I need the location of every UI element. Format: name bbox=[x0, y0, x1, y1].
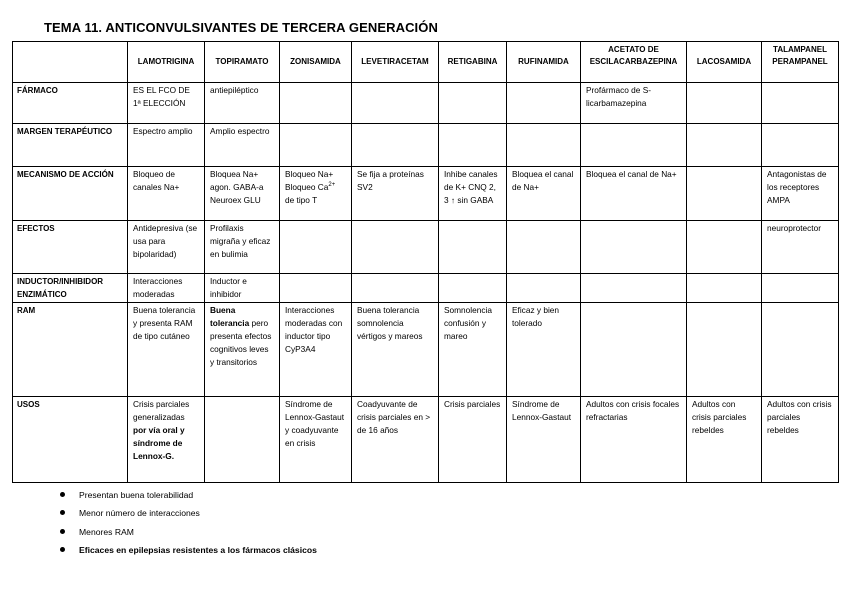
table-cell bbox=[128, 397, 205, 483]
table-cell bbox=[507, 274, 581, 303]
row-label: MARGEN TERAPÉUTICO bbox=[13, 124, 128, 167]
column-header: ACETATO DE ESCILACARBAZEPINA bbox=[581, 42, 687, 83]
row-label: MECANISMO DE ACCIÓN bbox=[13, 167, 128, 221]
comparison-table bbox=[12, 41, 839, 483]
bullet-icon bbox=[60, 529, 65, 534]
table-cell: Profármaco de S-licarbamazepina bbox=[581, 83, 687, 124]
bullet-icon bbox=[60, 492, 65, 497]
table-cell bbox=[205, 303, 280, 397]
table-row-ram bbox=[13, 303, 839, 397]
table-cell: Buena tolerancia y presenta RAM de tipo cutáneo bbox=[128, 303, 205, 397]
row-label: INDUCTOR/INHIBIDOR ENZIMÁTICO bbox=[13, 274, 128, 303]
table-cell: Interacciones moderadas bbox=[128, 274, 205, 303]
table-cell: Síndrome de Lennox-Gastaut bbox=[507, 397, 581, 483]
table-cell: Se fija a proteínas SV2 bbox=[352, 167, 439, 221]
cell-text-bold: por vía oral y síndrome de Lennox-G. bbox=[133, 425, 185, 461]
list-item bbox=[56, 488, 317, 506]
table-row-mecanismo bbox=[13, 167, 839, 221]
table-cell: antiepiléptico bbox=[205, 83, 280, 124]
table-cell bbox=[762, 124, 839, 167]
table-cell: Adultos con crisis parciales rebeldes bbox=[687, 397, 762, 483]
superscript: 2+ bbox=[328, 182, 336, 189]
table-cell bbox=[280, 274, 352, 303]
table-cell: neuroprotector bbox=[762, 221, 839, 274]
table-cell bbox=[352, 83, 439, 124]
table-cell bbox=[581, 221, 687, 274]
table-cell bbox=[581, 124, 687, 167]
table-cell: Interacciones moderadas con inductor tipo CyP3A4 bbox=[280, 303, 352, 397]
column-header: ZONISAMIDA bbox=[280, 42, 352, 83]
table-cell bbox=[205, 397, 280, 483]
column-header bbox=[13, 42, 128, 83]
table-cell bbox=[687, 221, 762, 274]
table-cell: Crisis parciales bbox=[439, 397, 507, 483]
table-cell: Adultos con crisis focales refractarias bbox=[581, 397, 687, 483]
table-cell: Inductor e inhibidor bbox=[205, 274, 280, 303]
column-header: LEVETIRACETAM bbox=[352, 42, 439, 83]
list-item bbox=[56, 525, 317, 543]
header-row bbox=[13, 42, 839, 83]
row-label: FÁRMACO bbox=[13, 83, 128, 124]
table-cell bbox=[581, 303, 687, 397]
table-cell bbox=[762, 83, 839, 124]
table-cell: Amplio espectro bbox=[205, 124, 280, 167]
table-cell: ES EL FCO DE 1ª ELECCIÓN bbox=[128, 83, 205, 124]
list-item-text: Presentan buena tolerabilidad bbox=[79, 490, 194, 500]
table-cell: Bloquea el canal de Na+ bbox=[581, 167, 687, 221]
table-cell bbox=[439, 124, 507, 167]
table-cell bbox=[762, 303, 839, 397]
table-cell: Eficaz y bien tolerado bbox=[507, 303, 581, 397]
table-row-efectos bbox=[13, 221, 839, 274]
table-cell bbox=[507, 221, 581, 274]
table-cell: Síndrome de Lennox-Gastaut y coadyuvante en crisis bbox=[280, 397, 352, 483]
table-cell bbox=[439, 221, 507, 274]
list-item bbox=[56, 543, 317, 561]
table-cell bbox=[507, 83, 581, 124]
column-header: RUFINAMIDA bbox=[507, 42, 581, 83]
table-cell: Espectro amplio bbox=[128, 124, 205, 167]
column-header: LAMOTRIGINA bbox=[128, 42, 205, 83]
table-cell bbox=[687, 167, 762, 221]
table-cell bbox=[280, 221, 352, 274]
row-label: EFECTOS bbox=[13, 221, 128, 274]
table-cell: Antagonistas de los receptores AMPA bbox=[762, 167, 839, 221]
list-item-text: Eficaces en epilepsias resistentes a los fármacos clásicos bbox=[79, 544, 317, 555]
table-cell: Profilaxis migraña y eficaz en bulimia bbox=[205, 221, 280, 274]
table-cell: Somnolencia confusión y mareo bbox=[439, 303, 507, 397]
table-row-margen bbox=[13, 124, 839, 167]
cell-text: Bloqueo Na+ Bloqueo Ca bbox=[285, 169, 334, 192]
table-cell bbox=[762, 274, 839, 303]
table-row-usos bbox=[13, 397, 839, 483]
row-label: USOS bbox=[13, 397, 128, 483]
cell-text: Crisis parciales generalizadas bbox=[133, 399, 190, 422]
table-cell bbox=[439, 274, 507, 303]
column-header: RETIGABINA bbox=[439, 42, 507, 83]
bullet-icon bbox=[60, 510, 65, 515]
table-cell: Bloquea Na+ agon. GABA-a Neuroex GLU bbox=[205, 167, 280, 221]
column-header: LACOSAMIDA bbox=[687, 42, 762, 83]
list-item-text: Menor número de interacciones bbox=[79, 508, 200, 519]
table-row-inductor bbox=[13, 274, 839, 303]
cell-text: de tipo T bbox=[285, 195, 318, 205]
table-cell bbox=[687, 83, 762, 124]
table-cell bbox=[687, 303, 762, 397]
table-cell bbox=[581, 274, 687, 303]
cell-text-bold: Buena tolerancia bbox=[210, 305, 250, 328]
table-cell bbox=[280, 124, 352, 167]
table-cell bbox=[687, 124, 762, 167]
cell-text: pero presenta efectos cognitivos leves y transitorios bbox=[210, 318, 272, 367]
table-cell bbox=[687, 274, 762, 303]
table-cell bbox=[280, 83, 352, 124]
table-cell: Antidepresiva (se usa para bipolaridad) bbox=[128, 221, 205, 274]
table-cell bbox=[352, 124, 439, 167]
table-row-farmaco bbox=[13, 83, 839, 124]
bullet-icon bbox=[60, 547, 65, 552]
table-cell: Coadyuvante de crisis parciales en > de 16 años bbox=[352, 397, 439, 483]
column-header: TOPIRAMATO bbox=[205, 42, 280, 83]
summary-bullet-list bbox=[56, 488, 317, 561]
table-cell: Bloqueo de canales Na+ bbox=[128, 167, 205, 221]
table-cell bbox=[352, 274, 439, 303]
row-label: RAM bbox=[13, 303, 128, 397]
list-item-text: Menores RAM bbox=[79, 526, 134, 537]
list-item bbox=[56, 506, 317, 524]
table-cell: Buena tolerancia somnolencia vértigos y mareos bbox=[352, 303, 439, 397]
table-cell: Inhibe canales de K+ CNQ 2, 3 ↑ sin GABA bbox=[439, 167, 507, 221]
table-cell: Adultos con crisis parciales rebeldes bbox=[762, 397, 839, 483]
table-cell: Bloquea el canal de Na+ bbox=[507, 167, 581, 221]
table-cell bbox=[439, 83, 507, 124]
table-cell bbox=[507, 124, 581, 167]
column-header: TALAMPANEL PERAMPANEL bbox=[762, 42, 839, 83]
table-cell bbox=[280, 167, 352, 221]
table-cell bbox=[352, 221, 439, 274]
page-title: TEMA 11. ANTICONVULSIVANTES DE TERCERA GENERACIÓN bbox=[44, 20, 438, 35]
